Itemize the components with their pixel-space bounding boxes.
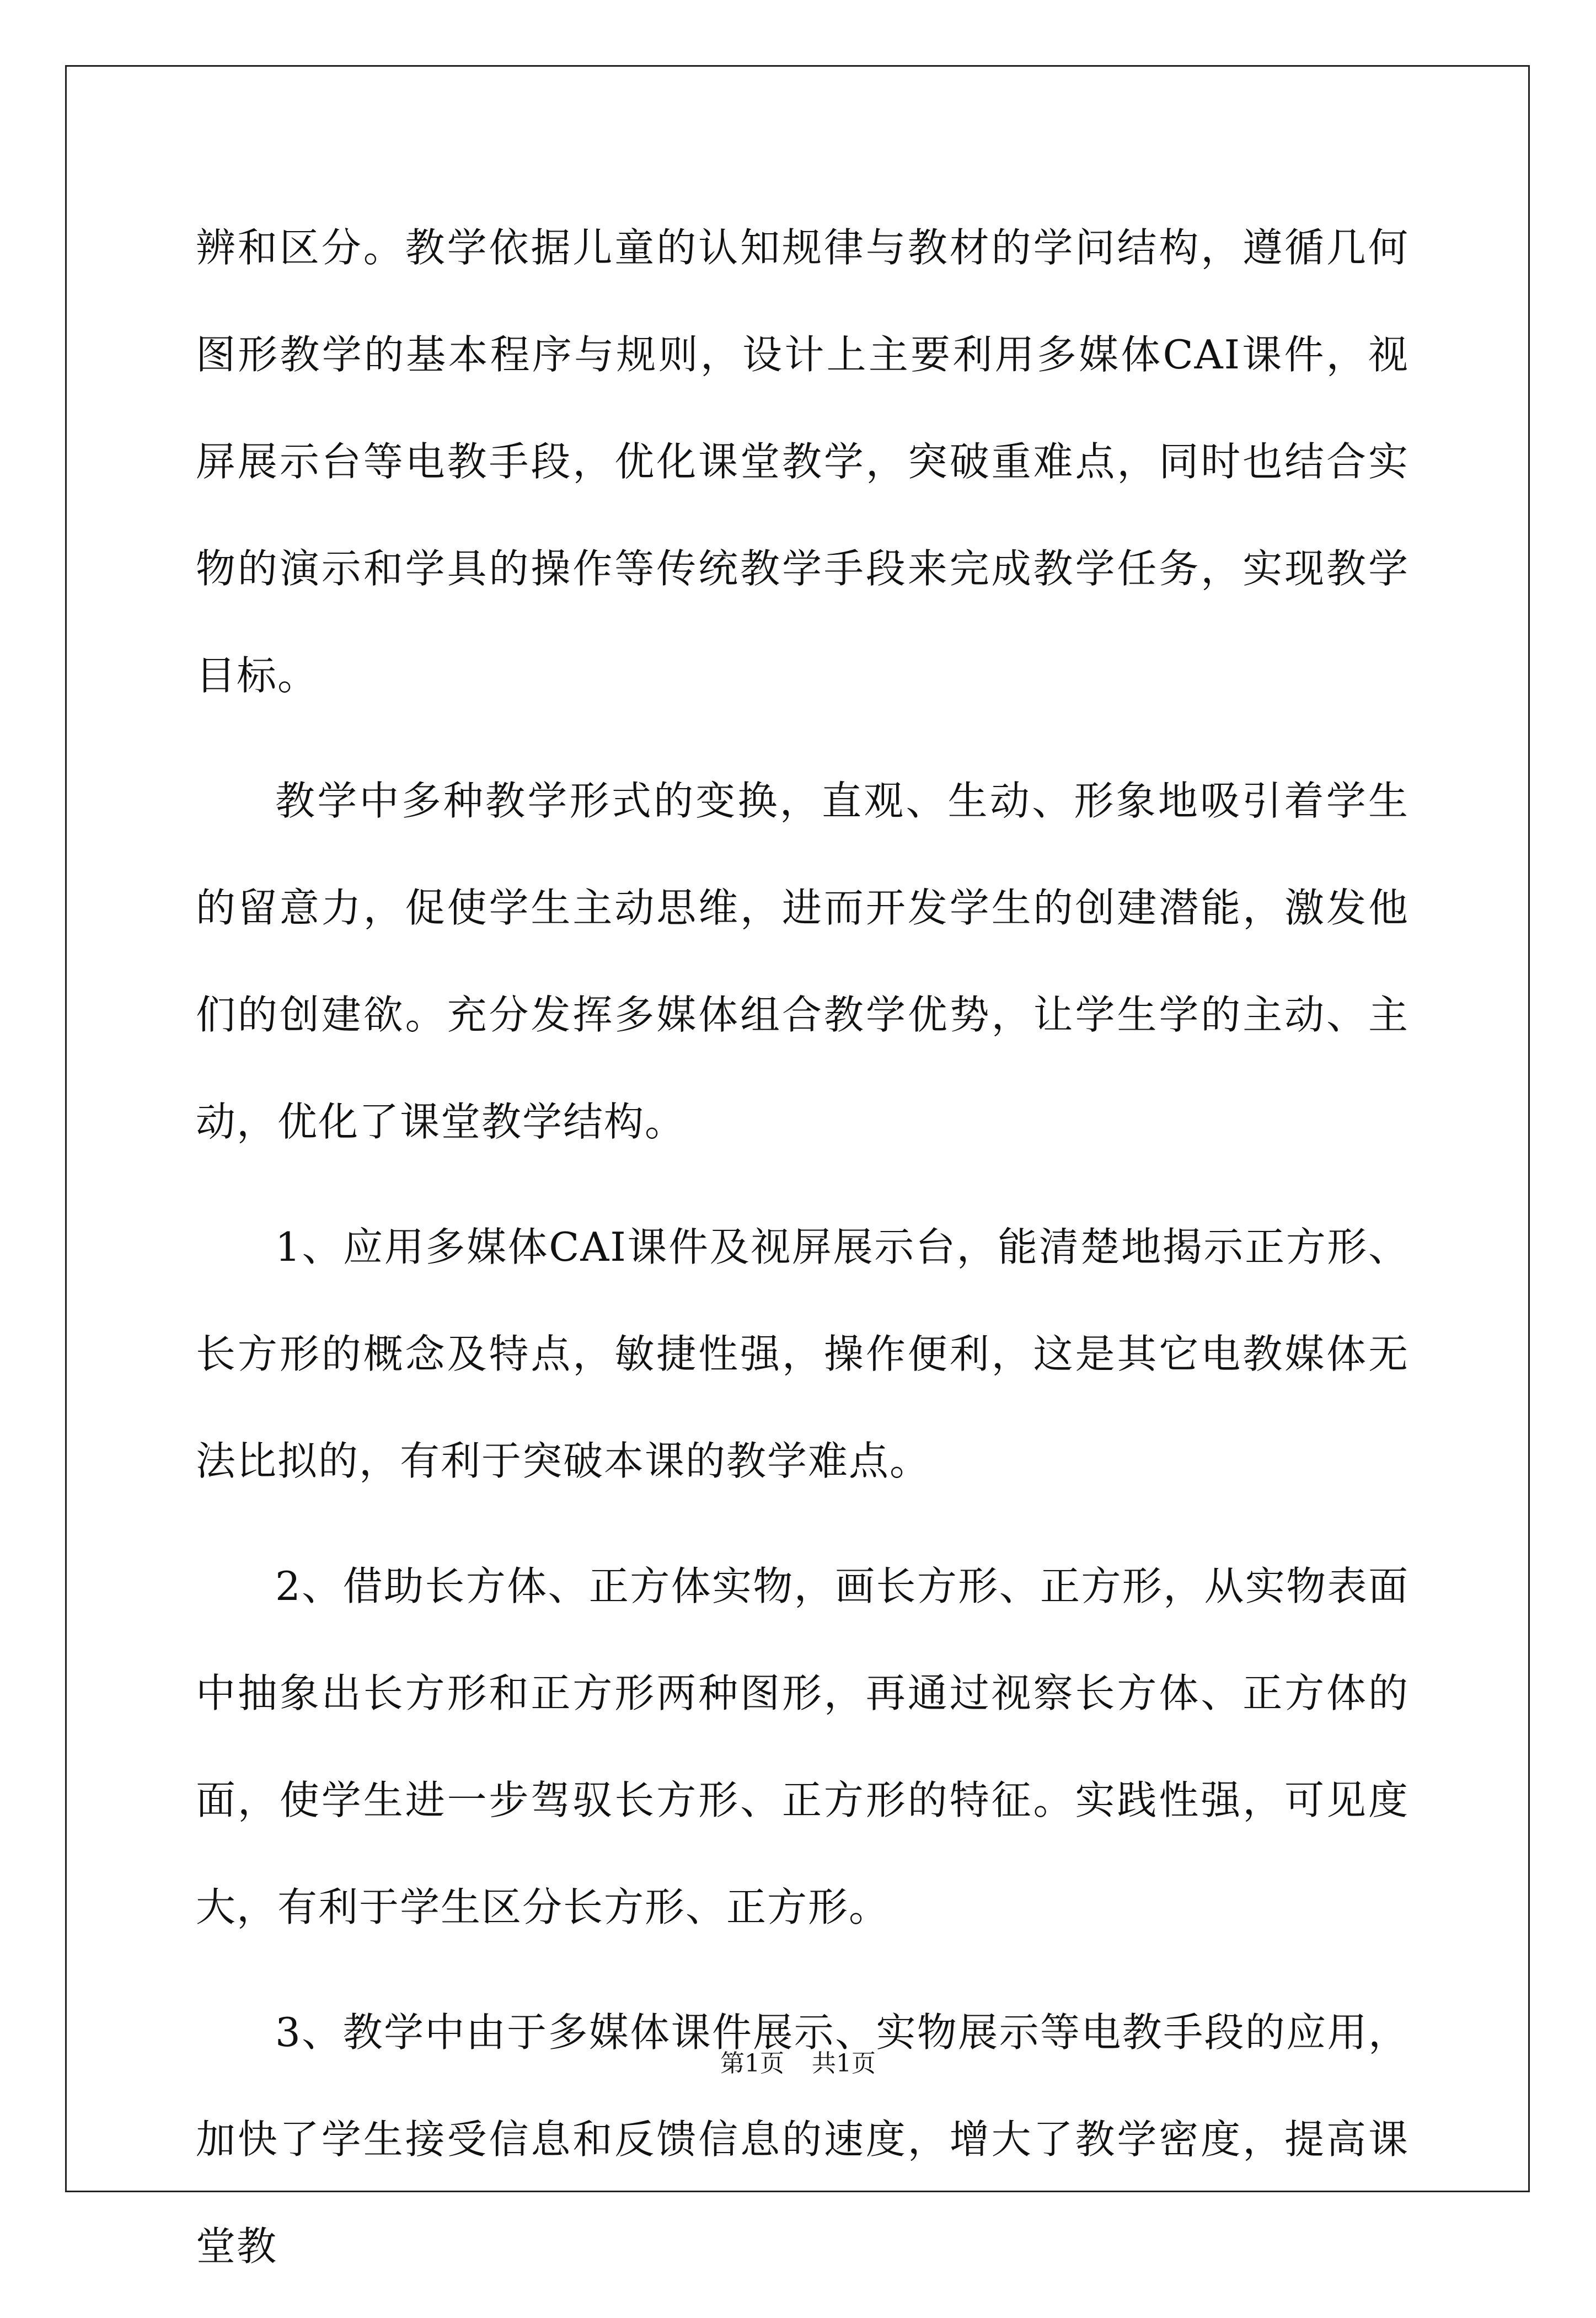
paragraph-1: 辨和区分。教学依据儿童的认知规律与教材的学问结构，遵循几何图形教学的基本程序与规则，设计上主要利用多媒体CAI课件，视屏展示台等电教手段，优化课堂教学，突破重难点，同时也结合实物的演示和学具的操作等传统教学手段来完成教学任务，实现教学目标。 [196,224,1409,699]
document-body [196,194,1409,2318]
page-number-total: 共1页 [812,2049,876,2078]
paragraph-4: 2、借助长方体、正方体实物，画长方形、正方形，从实物表面中抽象出长方形和正方形两种图形，再通过视察长方体、正方体的面，使学生进一步驾驭长方形、正方形的特征。实践性强，可见度大，有利于学生区分长方形、正方形。 [196,1563,1409,1930]
page-footer [0,2047,1596,2080]
page-number-current: 第1页 [720,2049,784,2078]
paragraph-3: 1、应用多媒体CAI课件及视屏展示台，能清楚地揭示正方形、长方形的概念及特点，敏捷性强，操作便利，这是其它电教媒体无法比拟的，有利于突破本课的教学难点。 [196,1224,1409,1484]
paragraph-2: 教学中多种教学形式的变换，直观、生动、形象地吸引着学生的留意力，促使学生主动思维，进而开发学生的创建潜能，激发他们的创建欲。充分发挥多媒体组合教学优势，让学生学的主动、主动，优化了课堂教学结构。 [196,778,1409,1145]
paragraph-5: 3、教学中由于多媒体课件展示、实物展示等电教手段的应用，加快了学生接受信息和反馈信息的速度，增大了教学密度，提高课堂教 [196,2009,1409,2269]
